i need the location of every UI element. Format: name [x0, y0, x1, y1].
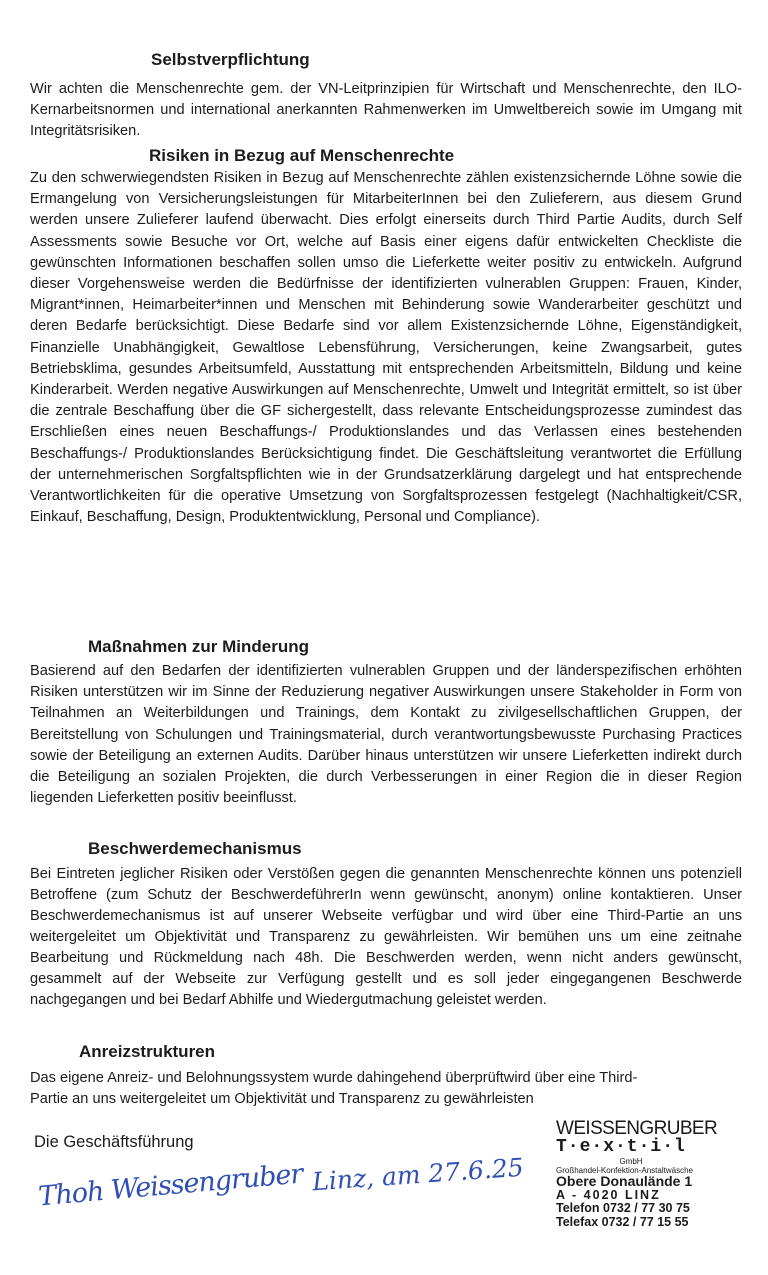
- company-stamp: [556, 1118, 756, 1229]
- stamp-street: Obere Donaulände 1: [556, 1173, 693, 1189]
- paragraph-massnahmen: Basierend auf den Bedarfen der identifizierten vulnerablen Gruppen und der länderspezifischen erhöhten Risiken unterstützen wir im Sinne der Reduzierung negativer Auswirkungen unsere Stakeholder in Form von Teilnahmen an Weiterbildungen und Trainings, dem Kontakt zu zivilgesellschaftlichen Gruppen, der Bereitstellung von Schulungen und Trainingsmaterial, durch verantwortungsbewusste Purchasing Practices sowie der Beteiligung an externen Audits. Darüber hinaus unterstützen wir unsere Lieferketten indirekt durch die Beteiligung an sozialen Projekten, die durch Verbesserungen in einer Region die in dieser Region liegenden Lieferketten positiv beeinflusst.: [30, 663, 742, 807]
- heading-massnahmen: Maßnahmen zur Minderung: [88, 637, 309, 656]
- signoff-label: Die Geschäftsführung: [34, 1133, 194, 1151]
- handwritten-place-date: Linz, am 27.6.25: [311, 1152, 525, 1197]
- paragraph-selbstverpflichtung: Wir achten die Menschenrechte gem. der VN-Leitprinzipien für Wirtschaft und Menschenrechte, den ILO-Kernarbeitsnormen und international anerkannten Rahmenwerken im Umweltbereich sowie im Umgang mit Integritätsrisiken.: [30, 81, 742, 140]
- heading-beschwerdemechanismus: Beschwerdemechanismus: [88, 839, 302, 858]
- heading-risiken: Risiken in Bezug auf Menschenrechte: [149, 146, 455, 165]
- stamp-gmbh: GmbH: [619, 1157, 643, 1166]
- anreiz-line-2: Partie an uns weitergeleitet um Objektivität und Transparenz zu gewährleisten: [30, 1091, 534, 1107]
- stamp-phone: Telefon 0732 / 77 30 75: [556, 1201, 690, 1215]
- stamp-fax: Telefax 0732 / 77 15 55: [556, 1214, 689, 1229]
- paragraph-risiken: Zu den schwerwiegendsten Risiken in Bezug auf Menschenrechte zählen existenzsichernde Löhne sowie die Ermangelung von Versicherungsleistungen für MitarbeiterInnen bei den Zulieferern, aus diesem Grund werden unsere Zulieferer laufend überwacht. Dies erfolgt einerseits durch Third Partie Audits, durch Self Assessments sowie Besuche vor Ort, welche auf Basis einer eigens dafür entwickelten Checkliste die gewünschten Informationen beschaffen sollen umso die Lieferkette weiter positiv zu entwickeln. Aufgrund dieser Vorgehensweise werden die Bedürfnisse der identifizierten vulnerablen Gruppen: Frauen, Kinder, Migrant*innen, Heimarbeiter*innen und Menschen mit Behinderung sowie Wanderarbeiter geschützt und deren Bedarfe berücksichtigt. Diese Bedarfe sind vor allem Existenzsichernde Löhne, Eigenständigkeit, Finanzielle Unabhängigkeit, Gewaltlose Lebensführung, Versicherungen, keine Zwangsarbeit, gutes Betriebsklima, gesundes Arbeitsumfeld, Ausstattung mit entsprechenden Arbeitsmitteln, Bildung und keine Kinderarbeit. Werden negative Auswirkungen auf Menschenrechte, Umwelt und Integrität ermittelt, so ist über die zentrale Beschaffung über die GF sichergestellt, dass relevante Entscheidungsprozesse zumindest das Erschließen eines neuen Beschaffungs-/ Produktionslandes und das Verlassen eines bestehenden Beschaffungs-/ Produktionslandes Berücksichtigung findet. Die Geschäftsleitung verantwortet die Erfüllung der unternehmerischen Sorgfaltspflichten wie in der Grundsatzerklärung dargelegt und hat entsprechende Verantwortlichkeiten für die operative Umsetzung von Sorgfaltsprozessen festgelegt (Nachhaltigkeit/CSR, Einkauf, Beschaffung, Design, Produktentwicklung, Personal und Compliance).: [30, 170, 742, 526]
- stamp-tagline: Großhandel-Konfektion-Anstaltwäsche: [556, 1166, 693, 1175]
- stamp-city: A - 4020 LINZ: [556, 1187, 661, 1202]
- heading-selbstverpflichtung: Selbstverpflichtung: [151, 50, 310, 69]
- stamp-logo: WEISSENGRUBER: [556, 1118, 718, 1139]
- stamp-textil: T·e·x·t·i·l: [556, 1137, 686, 1157]
- anreiz-line-1: Das eigene Anreiz- und Belohnungssystem wurde dahingehend überprüftwird über eine Third-: [30, 1070, 638, 1086]
- handwritten-signature: Thoh Weissengruber: [37, 1158, 304, 1213]
- heading-anreizstrukturen: Anreizstrukturen: [79, 1042, 216, 1061]
- paragraph-beschwerdemechanismus: Bei Eintreten jeglicher Risiken oder Verstößen gegen die genannten Menschenrechte können uns potenziell Betroffene (zum Schutz der BeschwerdeführerIn wenn gewünscht, anonym) online kontaktieren. Unser Beschwerdemechanismus ist auf unserer Webseite verfügbar und wird über eine Third-Partie an uns weitergeleitet um Objektivität und Transparenz zu gewährleisten. Wir bemühen uns um eine zeitnahe Bearbeitung und Rückmeldung nach 48h. Die Beschwerden werden, wenn nicht anders gewünscht, gesammelt auf der Webseite zur Verfügung gestellt und es soll jeder eingegangenen Beschwerde nachgegangen und bei Bedarf Abhilfe und Wiedergutmachung geleistet werden.: [30, 866, 742, 1008]
- paragraph-anreizstrukturen: [30, 1068, 637, 1110]
